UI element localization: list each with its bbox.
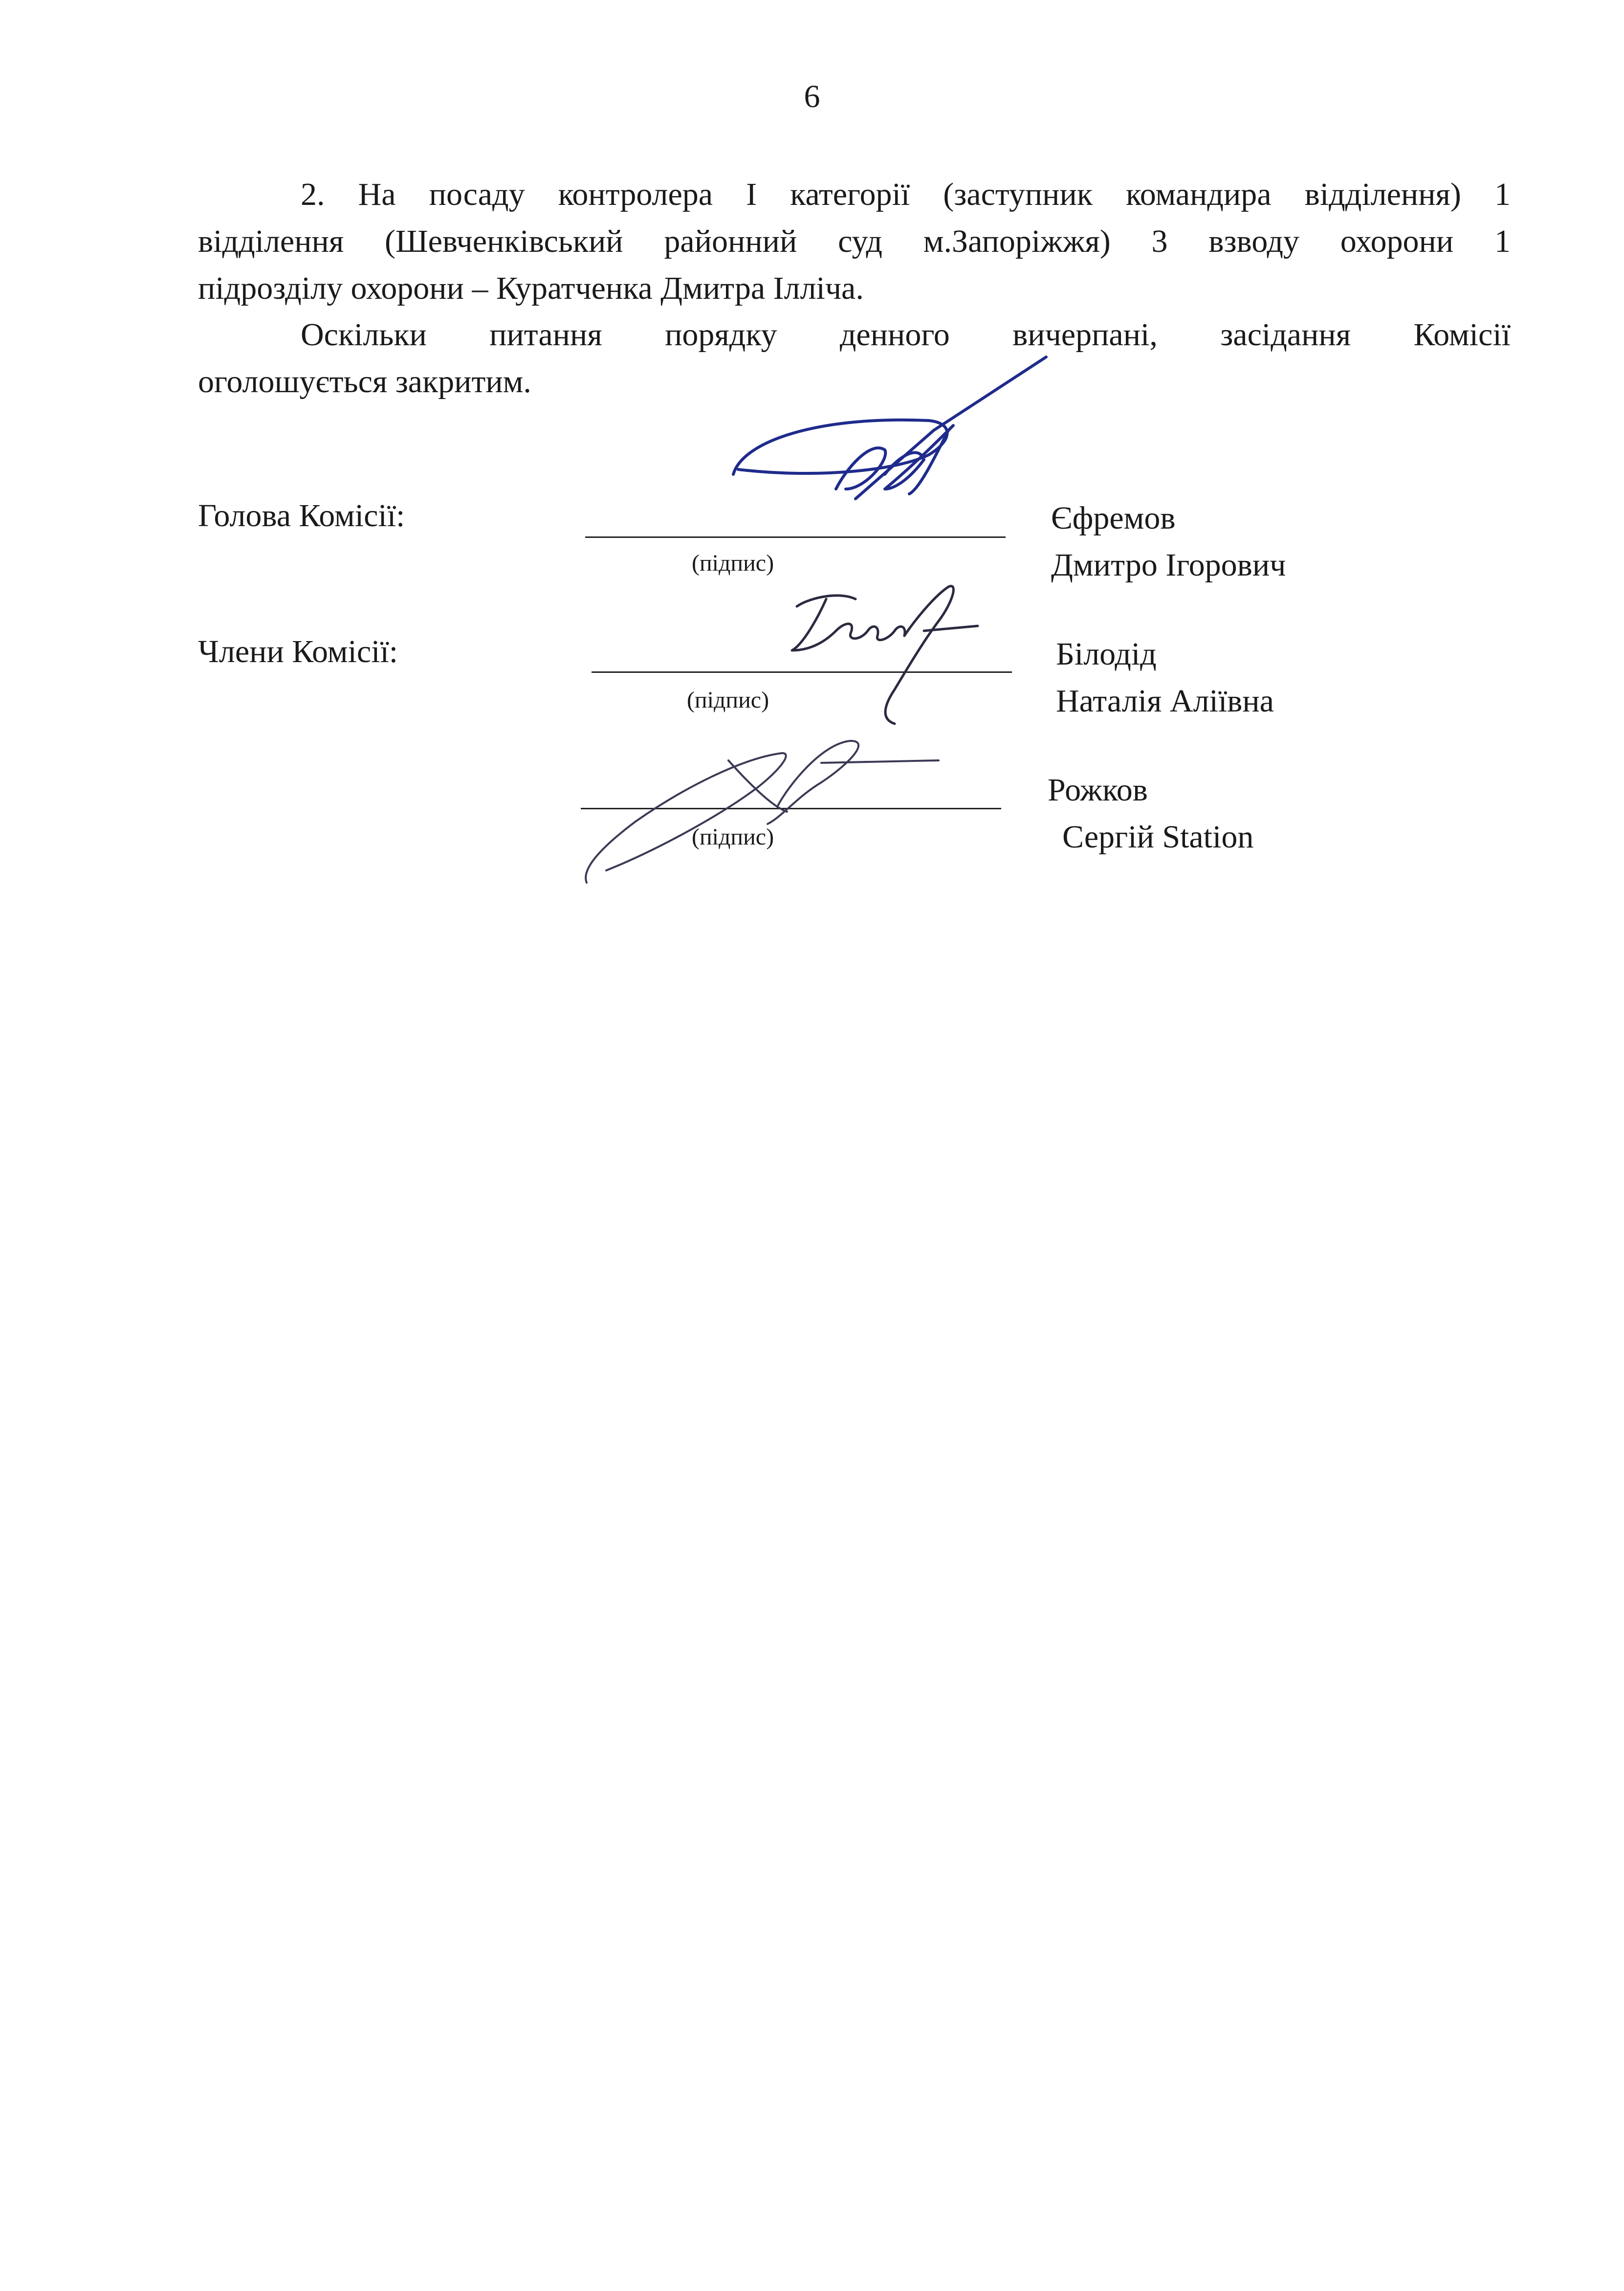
member2-given-name: Сергій Station bbox=[1062, 819, 1254, 855]
paragraph-line: відділення (Шевченківський районний суд м.Запоріжжя) 3 взводу охорони 1 bbox=[198, 223, 1511, 259]
chair-signature-icon bbox=[724, 342, 1066, 509]
chair-label: Голова Комісії: bbox=[198, 498, 405, 534]
member1-signature-icon bbox=[782, 577, 988, 734]
member2-surname: Рожков bbox=[1048, 772, 1148, 808]
paragraph-line: підрозділу охорони – Куратченка Дмитра Ілліча. bbox=[198, 270, 864, 306]
chair-name bbox=[1051, 495, 1286, 589]
chair-signature-line bbox=[585, 536, 1006, 538]
member2-signature-caption: (підпис) bbox=[692, 824, 774, 850]
chair-surname: Єфремов bbox=[1051, 500, 1176, 536]
members-label: Члени Комісії: bbox=[198, 634, 398, 669]
member2-signature-icon bbox=[577, 724, 948, 890]
member1-surname: Білодід bbox=[1056, 636, 1157, 672]
paragraph-line: Оскільки питання порядку денного вичерпані, засідання Комісії bbox=[301, 317, 1511, 353]
chair-given-name: Дмитро Ігорович bbox=[1051, 547, 1286, 583]
chair-signature-caption: (підпис) bbox=[692, 550, 774, 576]
page-number: 6 bbox=[804, 79, 820, 114]
paragraph-line: 2. На посаду контролера I категорії (заступник командира відділення) 1 bbox=[301, 177, 1511, 212]
member1-signature-caption: (підпис) bbox=[687, 687, 769, 713]
paragraph-line: оголошується закритим. bbox=[198, 364, 531, 400]
paragraph-item-2 bbox=[198, 171, 1511, 312]
member1-given-name: Наталія Аліївна bbox=[1056, 683, 1274, 719]
member1-name bbox=[1056, 631, 1274, 725]
member2-name bbox=[1048, 767, 1253, 861]
